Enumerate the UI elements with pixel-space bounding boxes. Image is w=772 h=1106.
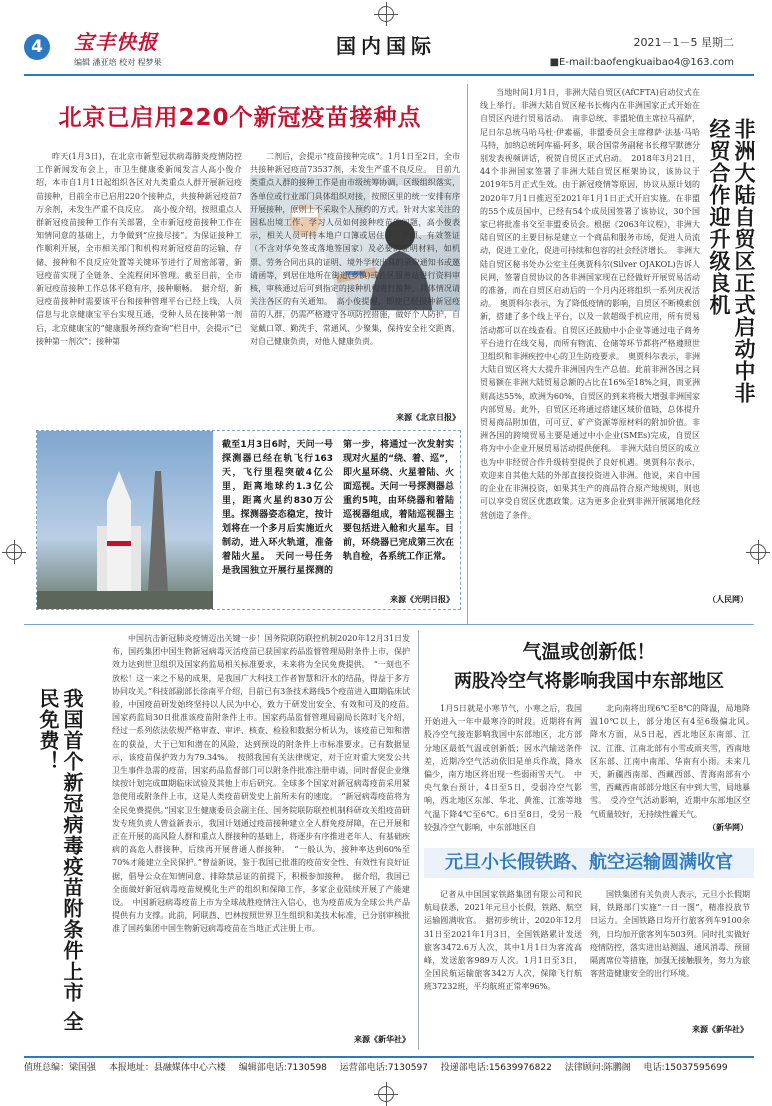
article-weather-col1: 1月5日就是小寒节气，小寒之后，我国开始进入一年中最寒冷的时段。近期将有两股冷空气接连影响我国中东部地区，北方部分地区最低气温或创新低；因水汽输送条件差，近期冷空气活动依旧是单兵作战，降水偏少，南方地区将出现一些弱雨雪天气。 中央气象台预计，4日至5日，受弱冷空气影响，西北地区东部、华北、黄淮、江淮等地气温下降4℃至6℃。6日至8日，受另一股较强冷空气影响，中东部地区自 [424,704,582,832]
registration-mark-icon [378,1086,394,1102]
headline-rail-aviation: 元旦小长假铁路、航空运输圆满收官 [424,848,754,878]
source-beijing-daily: 来源《北京日报》 [396,413,460,422]
headline-africa-trade: 非洲大陆自贸区正式启动中非经贸合作迎升级良机 [707,118,756,404]
headline-weather-bottom: 两股冷空气将影响我国中东部地区 [454,671,724,692]
source-xinhua-2: 来源《新华社》 [692,1025,748,1034]
section-rule [24,624,754,625]
footer-item: 编辑部电话:7130598 [238,1063,327,1073]
footer-item: 本报地址：县融媒体中心六楼 [108,1063,226,1073]
headline-beijing-vaccine: 北京已启用220个新冠疫苗接种点 [58,105,422,131]
editor-credits: 编辑 潘亚培 校对 程梦果 [74,58,162,67]
source-xinhua-1: 来源《新华社》 [354,1035,410,1044]
tianwen-caption: 截至1月3日6时，天问一号探测器已经在轨飞行163天，飞行里程突破4亿公里，距离地球约1.3亿公里，距离火星约830万公里。探测器姿态稳定，按计划将在一个多月后实施近火制动，进入环火轨道，准备着陆火星。 天问一号任务是我国独立开展行星探测的第一步，将通过一次发射实现对火星的“绕、着、巡”，即火星环绕、火星着陆、火面巡视。天问一号探测器总重约5吨，由环绕器和着陆巡视器组成，着陆巡视器主要包括进入舱和火星车。目前，环绕器已完成第三次在轨自检，各系统工作正常。 [222,440,454,576]
article-rail-col2: 国铁集团有关负责人表示，元旦小长假期间，铁路部门实施“一日一图”，精准投放节日运力。全国铁路日均开行旅客列车9100余列，日均加开旅客列车503列。同时扎实做好疫情防控，落实进出站测温、通风消毒、预留隔离席位等措施，加强无接触服务，努力为旅客营造健康安全的出行环境。 [590,890,750,979]
page-footer [24,1056,754,1076]
source-people-net: （人民网） [708,595,748,604]
column-divider [467,84,468,624]
article-beijing-vaccine-col2-cont [250,314,460,404]
article-beijing-vaccine-col2: 二剂后，会提示“疫苗接种完成”。1月1日至2日，全市共接种新冠疫苗73537剂，未发生严重不良反应。 目前九类重点人群的接种工作是由市级统筹协调，区级组织落实，各单位或行业部门具体组织对接，按照区里的统一安排有序开展接种，原则上不采取个人预约的方式。针对大家关注的因私出境工作、学习人员如何接种疫苗的问题，高小俊表示，相关人员可持本地户口簿或居住证、护照、有效签证（不含对华免签或落地签国家）及必要的证明材料，如机票、劳务合同出具的证明、境外学校出具的录取通知书或邀请函等，到居住地所在街道(乡镇)或社区服务站进行资料审核，审核通过后可到指定的接种机构进行接种，具体情况请关注各区的有关通知。 高小俊提醒，即使已经接种新冠疫苗的人群，仍需严格遵守各项防控措施，做好个人防护，自觉戴口罩、勤洗手、常通风、少聚集，保持安全社交距离，对自己健康负责，对他人健康负责。 [250,152,460,346]
masthead-logo: 宝丰快报 [74,30,158,54]
registration-mark-icon [378,6,394,22]
article-africa-trade-body-bottom [480,426,748,608]
headline-free-vaccine: 我国首个新冠病毒疫苗附条件上市 全民免费！ [36,688,84,1032]
contact-email: ■E-mail:baofengkuaibao4@163.com [549,57,734,68]
rocket-photo [37,431,213,609]
page-header [24,30,754,75]
registration-mark-icon [6,544,22,560]
section-title: 国内国际 [336,34,436,58]
headline-weather-top: 气温或创新低！ [522,641,656,663]
page-number: 4 [24,34,50,60]
registration-mark-icon [750,544,766,560]
footer-item: 投递部电话:15639976822 [440,1063,552,1073]
footer-item: 运营部电话:7130597 [339,1063,428,1073]
article-weather-col2: 北向南将出现6℃至8℃的降温，局地降温10℃以上，部分地区有4至6级偏北风。 降水方面，从5日起，西北地区东南部、江汉、江淮、江南北部有小雪或雨夹雪，西南地区东部、江南中南部、华南有小雨。未来几天，新疆西南部、西藏西部、青海南部有小雪，西藏西南部部分地区有中到大雪，局地暴雪。 受冷空气活动影响，近期中东部地区空气质量较好，无持续性霾天气。 [590,704,758,819]
article-rail-col1: 记者从中国国家铁路集团有限公司和民航局获悉，2021年元旦小长假，铁路、航空运输圆满收官。 据初步统计，2020年12月31日至2021年1月3日，全国铁路累计发送旅客3472.6万人次，其中1月1日为客流高峰，发送旅客989万人次。1月1日至3日，全国民航运输旅客342万人次，保障飞行航班37232班，平均航班正常率96%。 [424,890,582,992]
article-beijing-vaccine-col1: 昨天(1月3日)，在北京市新型冠状病毒肺炎疫情防控工作新闻发布会上，市卫生健康委新闻发言人高小俊介绍，本市自1月1日起组织各区对九类重点人群开展新冠疫苗接种，目前全市已启用220个接种点，共接种新冠疫苗7万余剂，未发生严重不良反应。 高小俊介绍，按照重点人群新冠疫苗接种工作有关部署，全市新冠疫苗接种工作在知情同意的基础上，力争做到“应接尽接”。为保证接种工作顺利开展，全市相关部门和机构对新冠疫苗的运输、存储、接种和不良反应处置等关键环节进行了周密部署，新冠疫苗实现了全链条、全流程闭环管理。截至目前，全市新冠疫苗接种工作总体平稳有序，接种顺畅。 据介绍，新冠疫苗接种时需要该平台和接种管理平台已经上线，人员信息与北京健康宝平台实现互通，受种人员在接种第一剂后，北京健康宝的“健康服务预约查询”栏目中，会提示“已接种第一剂次”；接种第 [36,152,242,346]
header-rule [24,74,754,76]
article-africa-trade-body-top: 当地时间1月1日，非洲大陆自贸区(AfCFTA)启动仪式在线上举行。非洲大陆自贸区秘书长梅内在非洲国家正式开始在自贸区内进行贸易活动。 南非总统、非盟轮值主席拉马福萨，尼日尔总统马哈马杜·伊素福，非盟委员会主席穆萨·法基·马哈马特，加纳总统阿库福-阿多，联合国常务副秘书长穆罕默德分别发表视频讲话，祝贺自贸区正式启动。 2018年3月21日，44个非洲国家签署了非洲大陆自贸区框架协议，该协议于2019年5月正式生效。由于新冠疫情等原因，协议从原计划的2020年7月1日推迟至2021年1月1日正式开启实施。在非盟的55个成员国中，已经有54个成员国签署了该协议，30个国家已将批准书交至非盟委员会。根据《2063年议程》，非洲大陆自贸区的主要目标是建立一个商品和服务市场，促进人员流动，促进工业化，促进可持续和包容的社会经济增长。 非洲大陆自贸区秘书处办公室主任奥贾科尔(Silver OJAKOL)告诉人民网，签署自贸协议的各非洲国家现在已经做好开展贸易活动的准备，而在自贸区启动后的一个月内还将组织一系列庆祝活动。 奥贾科尔表示，为了降低疫情的影响，自贸区不断模索创新，搭建了多个线上平台，以及一款超级手机应用，所有贸易活动都可以在线查看。自贸区还鼓励中小企业等通过电子商务平台进行在线交易，而所有物流、仓储等环节都将严格遵照世卫组织和非洲疾控中心的卫生防疫要求。 奥贾科尔表示，非洲大陆自贸区将大大提升非洲国内生产总值。此前非洲各国之间贸易额在非洲大陆贸易总额的占比在16%至18%之间，而亚洲则高达55%，欧洲为60%，自贸区的到来将极大增强非洲国家内部贸易。此外，自贸区还将通过搭建区域价值链，总体提升贸易商品附加值，可可豆、矿产资源等原材料的附加价值。非洲各国的跨境贸易主要是通过中小企业(SMEs)完成，自贸区将为中小企业开展贸易活动提供便利。 非洲大陆自贸区的成立也为中非经贸合作升级转型提供了良好机遇。奥贾科尔表示，欢迎来自其他大陆的外部直接投资进入非洲。他说，来自中国的企业在非洲投资，如果其生产的商品符合原产地规则，则也可以享受自贸区优惠政策。这为更多企业到非洲开展属地化经营创造了条件。 [480,88,700,520]
footer-item: 值班总编：梁国强 [24,1063,97,1073]
source-xinhua-net: （新华网） [708,823,748,832]
footer-item: 电话:15037595699 [643,1063,728,1073]
column-divider [418,630,419,1050]
article-free-vaccine-body: 中国抗击新冠肺炎疫情迈出关键一步！国务院联防联控机制2020年12月31日发布，国药集团中国生物新冠病毒灭活疫苗已获国家药品监督管理局附条件上市，保护效力达到世卫组织及国家药监局相关标准要求，未来将为全民免费提供。 “一刻也不放松！这一来之不易的成果，是我国广大科技工作者智慧和汗水的结晶，得益于多方协同攻关。”科技部副部长徐南平介绍，目前已有3条技术路线5个疫苗进入Ⅲ期临床试验，中国疫苗研发始终坚持以人民为中心，致力于研发出安全、有效和可及的疫苗。 国家药监局30日批准该疫苗附条件上市。国家药品监督管理局副局长陈时飞介绍，经过一系列依法依规严格审查、审评、核查、检验和数据分析认为，该疫苗已知和潜在的获益，大于已知和潜在的风险，达到预设的附条件上市标准要求。已有数据显示，该疫苗保护效力为79.34%。 按照我国有关法律规定，对于应对重大突发公共卫生事件急需的疫苗，国家药品监督部门可以附条件批准注册申请，同时督促企业继续按计划完成Ⅲ期临床试验及其他上市后研究。全球多个国家对新冠病毒疫苗采用紧急使用或附条件上市，这是人类疫苗研发史上前所未有的速度。 “新冠病毒疫苗将为全民免费提供。”国家卫生健康委员会副主任、国务院联防联控机制科研攻关组疫苗研发专班负责人曾益新表示，我国计划通过疫苗接种建立全人群免疫屏障，在已开展和正在开展的高风险人群和重点人群接种的基础上，将逐步有序推进老年人、有基础疾病的高危人群接种，后续再开展普通人群接种。 “一般认为，接种率达到60%至70%才能建立全民保护。”曾益新说，鉴于我国已批准的疫苗安全性、有效性有良好证据，倡导公众在知情同意、排除禁忌证的前提下，积极参加接种。 据介绍，我国已全面做好新冠病毒疫苗规模化生产的组织和保障工作，多家企业陆续开展了产能建设。 中国新冠病毒疫苗上市为全球战胜疫情注入信心，也为疫苗成为全球公共产品提供有力支撑。此前，阿联酋、巴林按照世界卫生组织和美技术标准，已分别审核批准了国药集团中国生物新冠病毒疫苗在当地正式注册上市。 [112,634,418,934]
issue-date: 2021－1－5 星期二 [633,36,734,49]
footer-item: 法律顾问:陈鹏阁 [564,1063,631,1073]
source-guangming-daily: 来源《光明日报》 [390,595,454,604]
